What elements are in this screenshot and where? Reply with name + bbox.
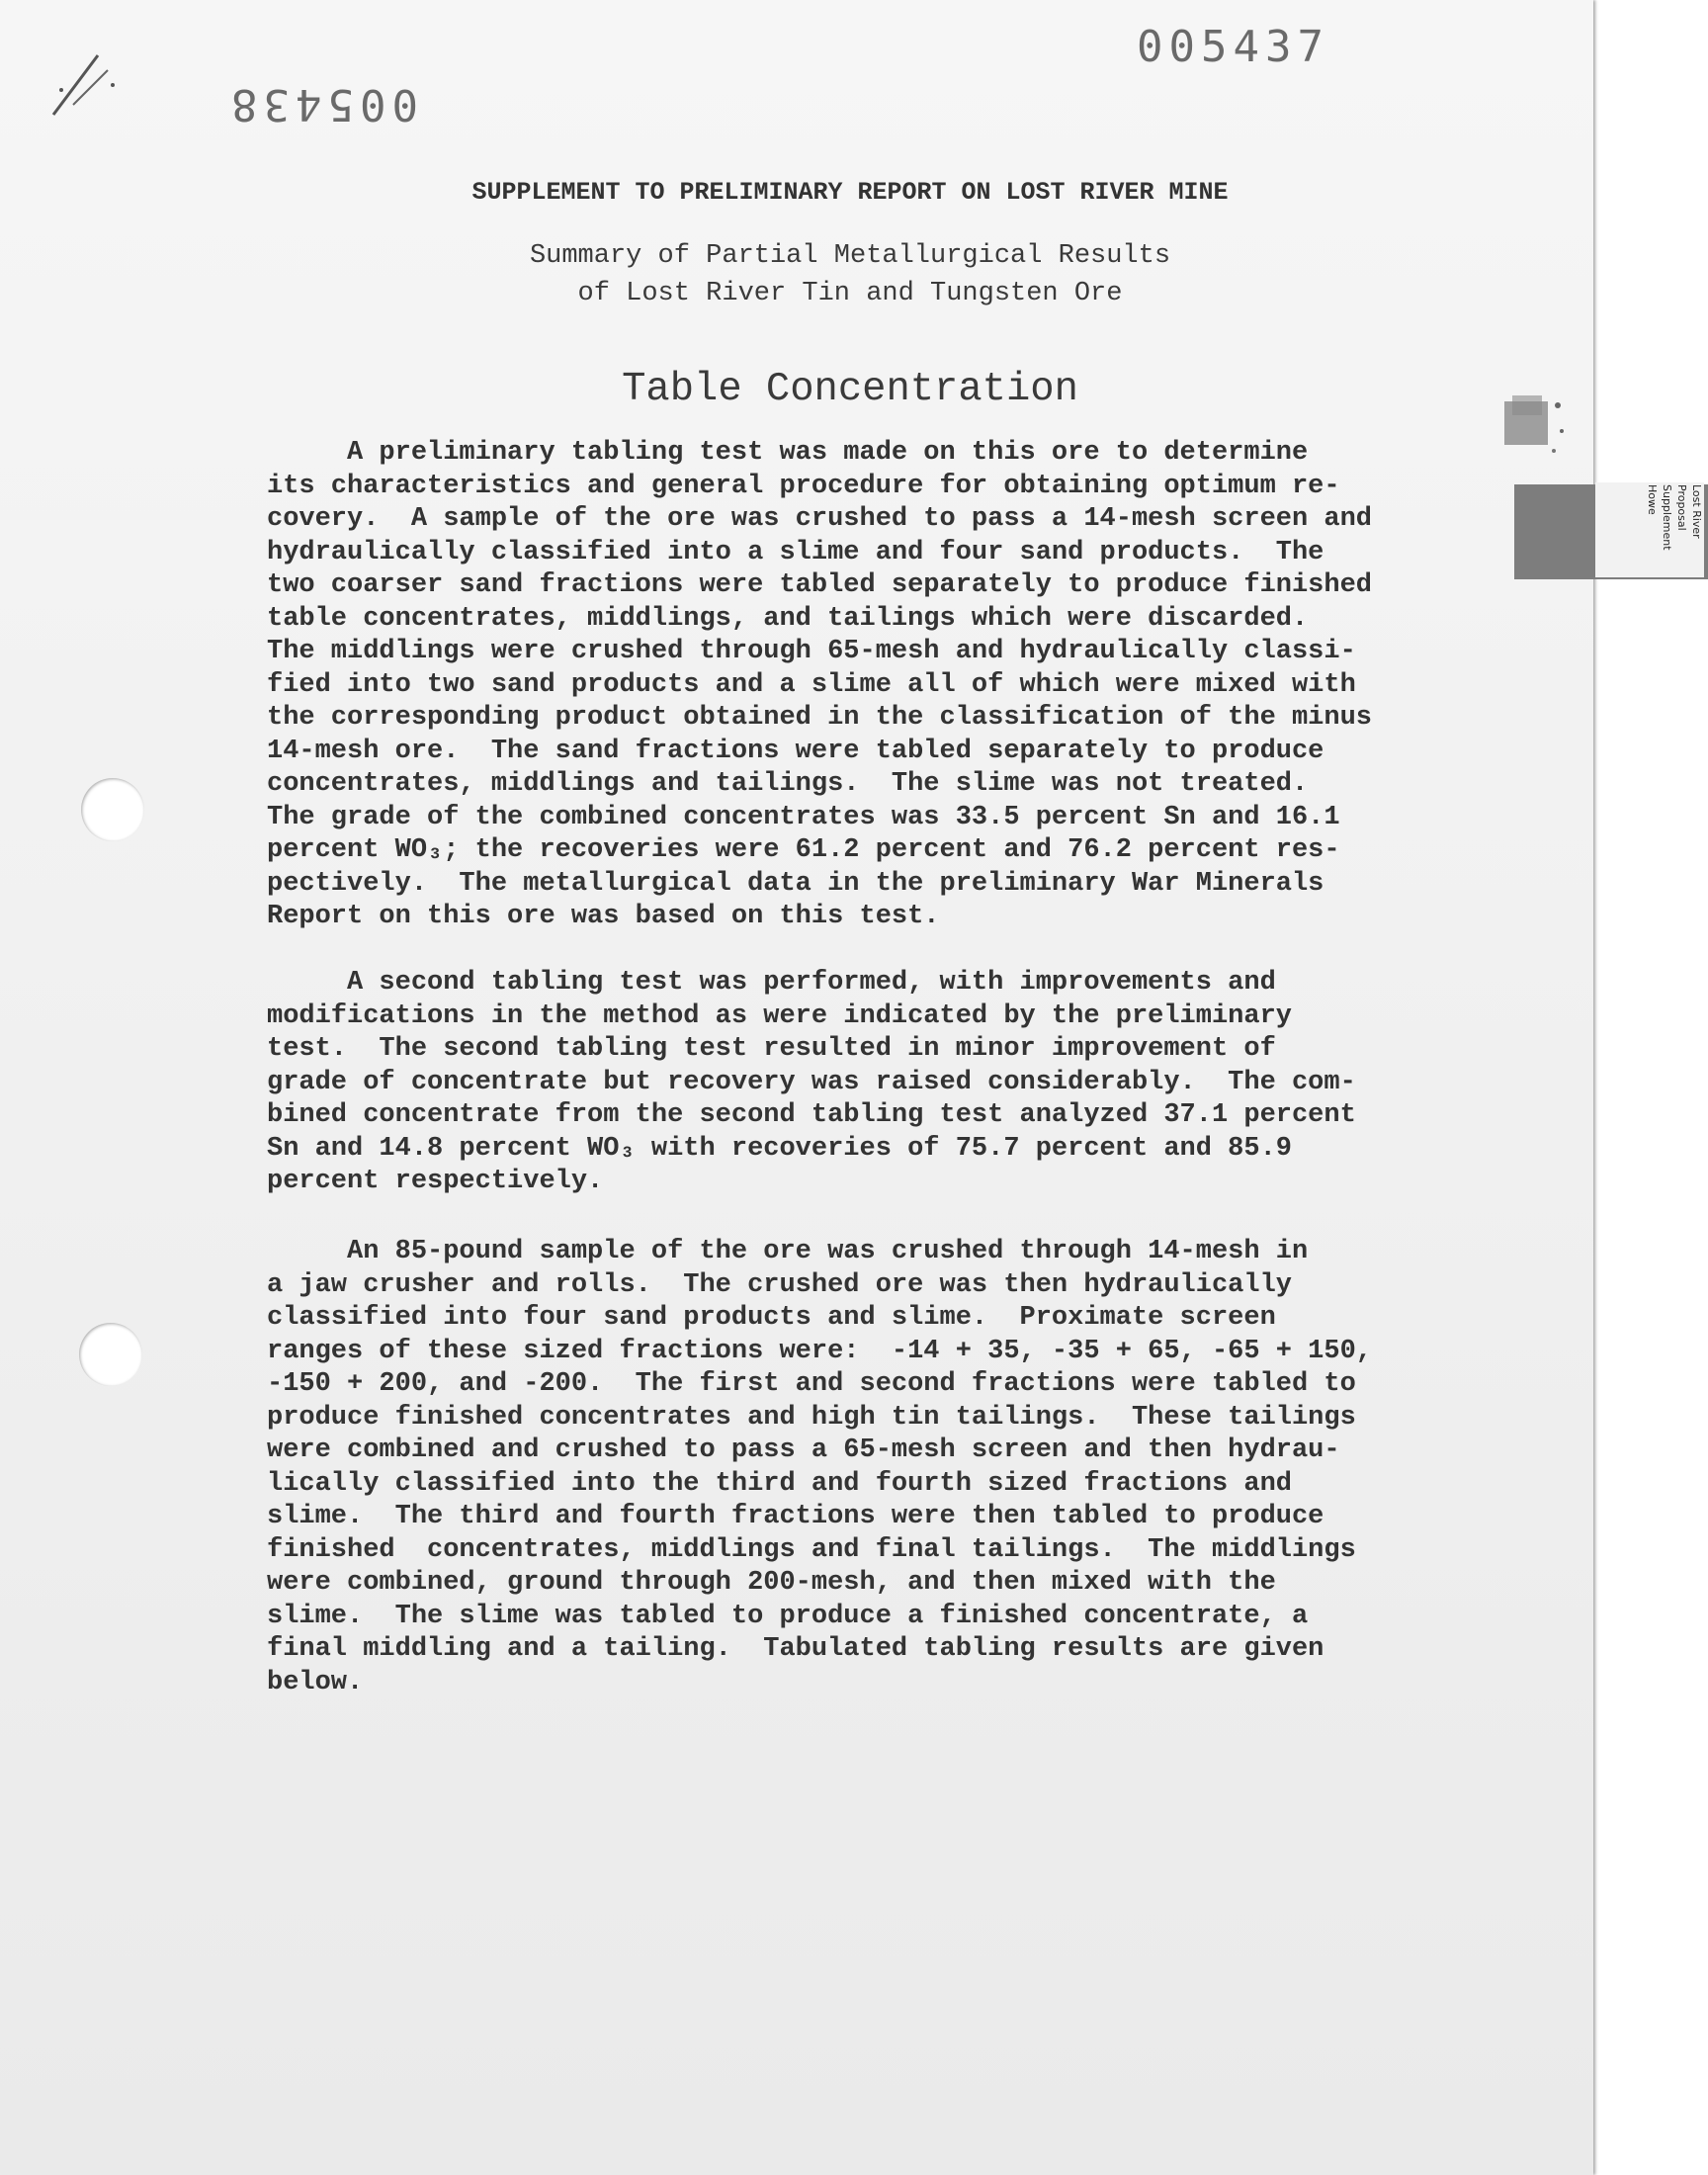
- tab-label-line: Howe: [1646, 484, 1659, 515]
- tab-label-line: Lost River: [1690, 484, 1703, 539]
- paragraph-85-pound-sample: An 85-pound sample of the ore was crushed through 14-mesh in a jaw crusher and rolls. The crushed ore was then hydraulically classified into four sand products and slime. Proximate screen ranges of these sized fractions were: -14 + 35, -35 + 65, -65 + 150, -150 + 200, and -200. The first and second fractions were tabled to produce finished concentrates and high tin tailings. These tailings were combined and crushed to pass a 65-mesh screen and then hydrau- lically classified into the third and fourth sized fractions and slime. The third and fourth fractions were then tabled to produce finished concentrates, middlings and final tailings. The middlings were combined, ground through 200-mesh, and then mixed with the slime. The slime was tabled to produce a finished concentrate, a final middling and a tailing. Tabulated tabling results are given below.: [267, 1237, 1372, 1697]
- tab-label-line: Proposal: [1675, 484, 1688, 531]
- document-number-stamp: 005437: [1137, 22, 1329, 72]
- punch-hole: [79, 1323, 142, 1386]
- pen-mark-icon: [43, 45, 132, 125]
- subtitle-line: of Lost River Tin and Tungsten Ore: [577, 279, 1123, 308]
- ink-smudge-icon: [1498, 392, 1574, 461]
- tab-label-line: Supplement: [1661, 484, 1673, 551]
- document-number-stamp-inverted: 005438: [225, 79, 418, 130]
- subtitle-line: Summary of Partial Metallurgical Results: [529, 241, 1171, 271]
- paragraph-second-test: A second tabling test was performed, with improvements and modifications in the method as were indicated by the preliminary test. The second tabling test resulted in minor improvement of grade of concentrate but recovery was raised considerably. The com- bined concentrate from the second tabling test analyzed 37.1 percent Sn and 14.8 percent WO₃ with recoveries of 75.7 percent and 85.9 percent respectively.: [267, 968, 1356, 1196]
- folder-tab-label: [1595, 482, 1704, 577]
- section-heading: Table Concentration: [622, 367, 1078, 412]
- paragraph-preliminary-test: A preliminary tabling test was made on this ore to determine its characteristics and general procedure for obtaining optimum re- covery. A sample of the ore was crushed to pass a 14-mesh screen and hydraulically classified into a slime and four sand products. The two coarser sand fractions were tabled separately to produce finished table concentrates, middlings, and tailings which were discarded. The middlings were crushed through 65-mesh and hydraulically classi- fied into two sand products and a slime all of which were mixed with the corresponding product obtained in the classification of the minus 14-mesh ore. The sand fractions were tabled separately to produce concentrates, middlings and tailings. The slime was not treated. The grade of the combined concentrates was 33.5 percent Sn and 16.1 percent WO₃; the recoveries were 61.2 percent and 76.2 percent res- pectively. The metallurgical data in the preliminary War Minerals Report on this ore was based on this test.: [267, 438, 1372, 931]
- document-title: SUPPLEMENT TO PRELIMINARY REPORT ON LOST RIVER MINE: [471, 178, 1229, 207]
- punch-hole: [81, 778, 144, 841]
- document-subtitle: [267, 237, 1433, 312]
